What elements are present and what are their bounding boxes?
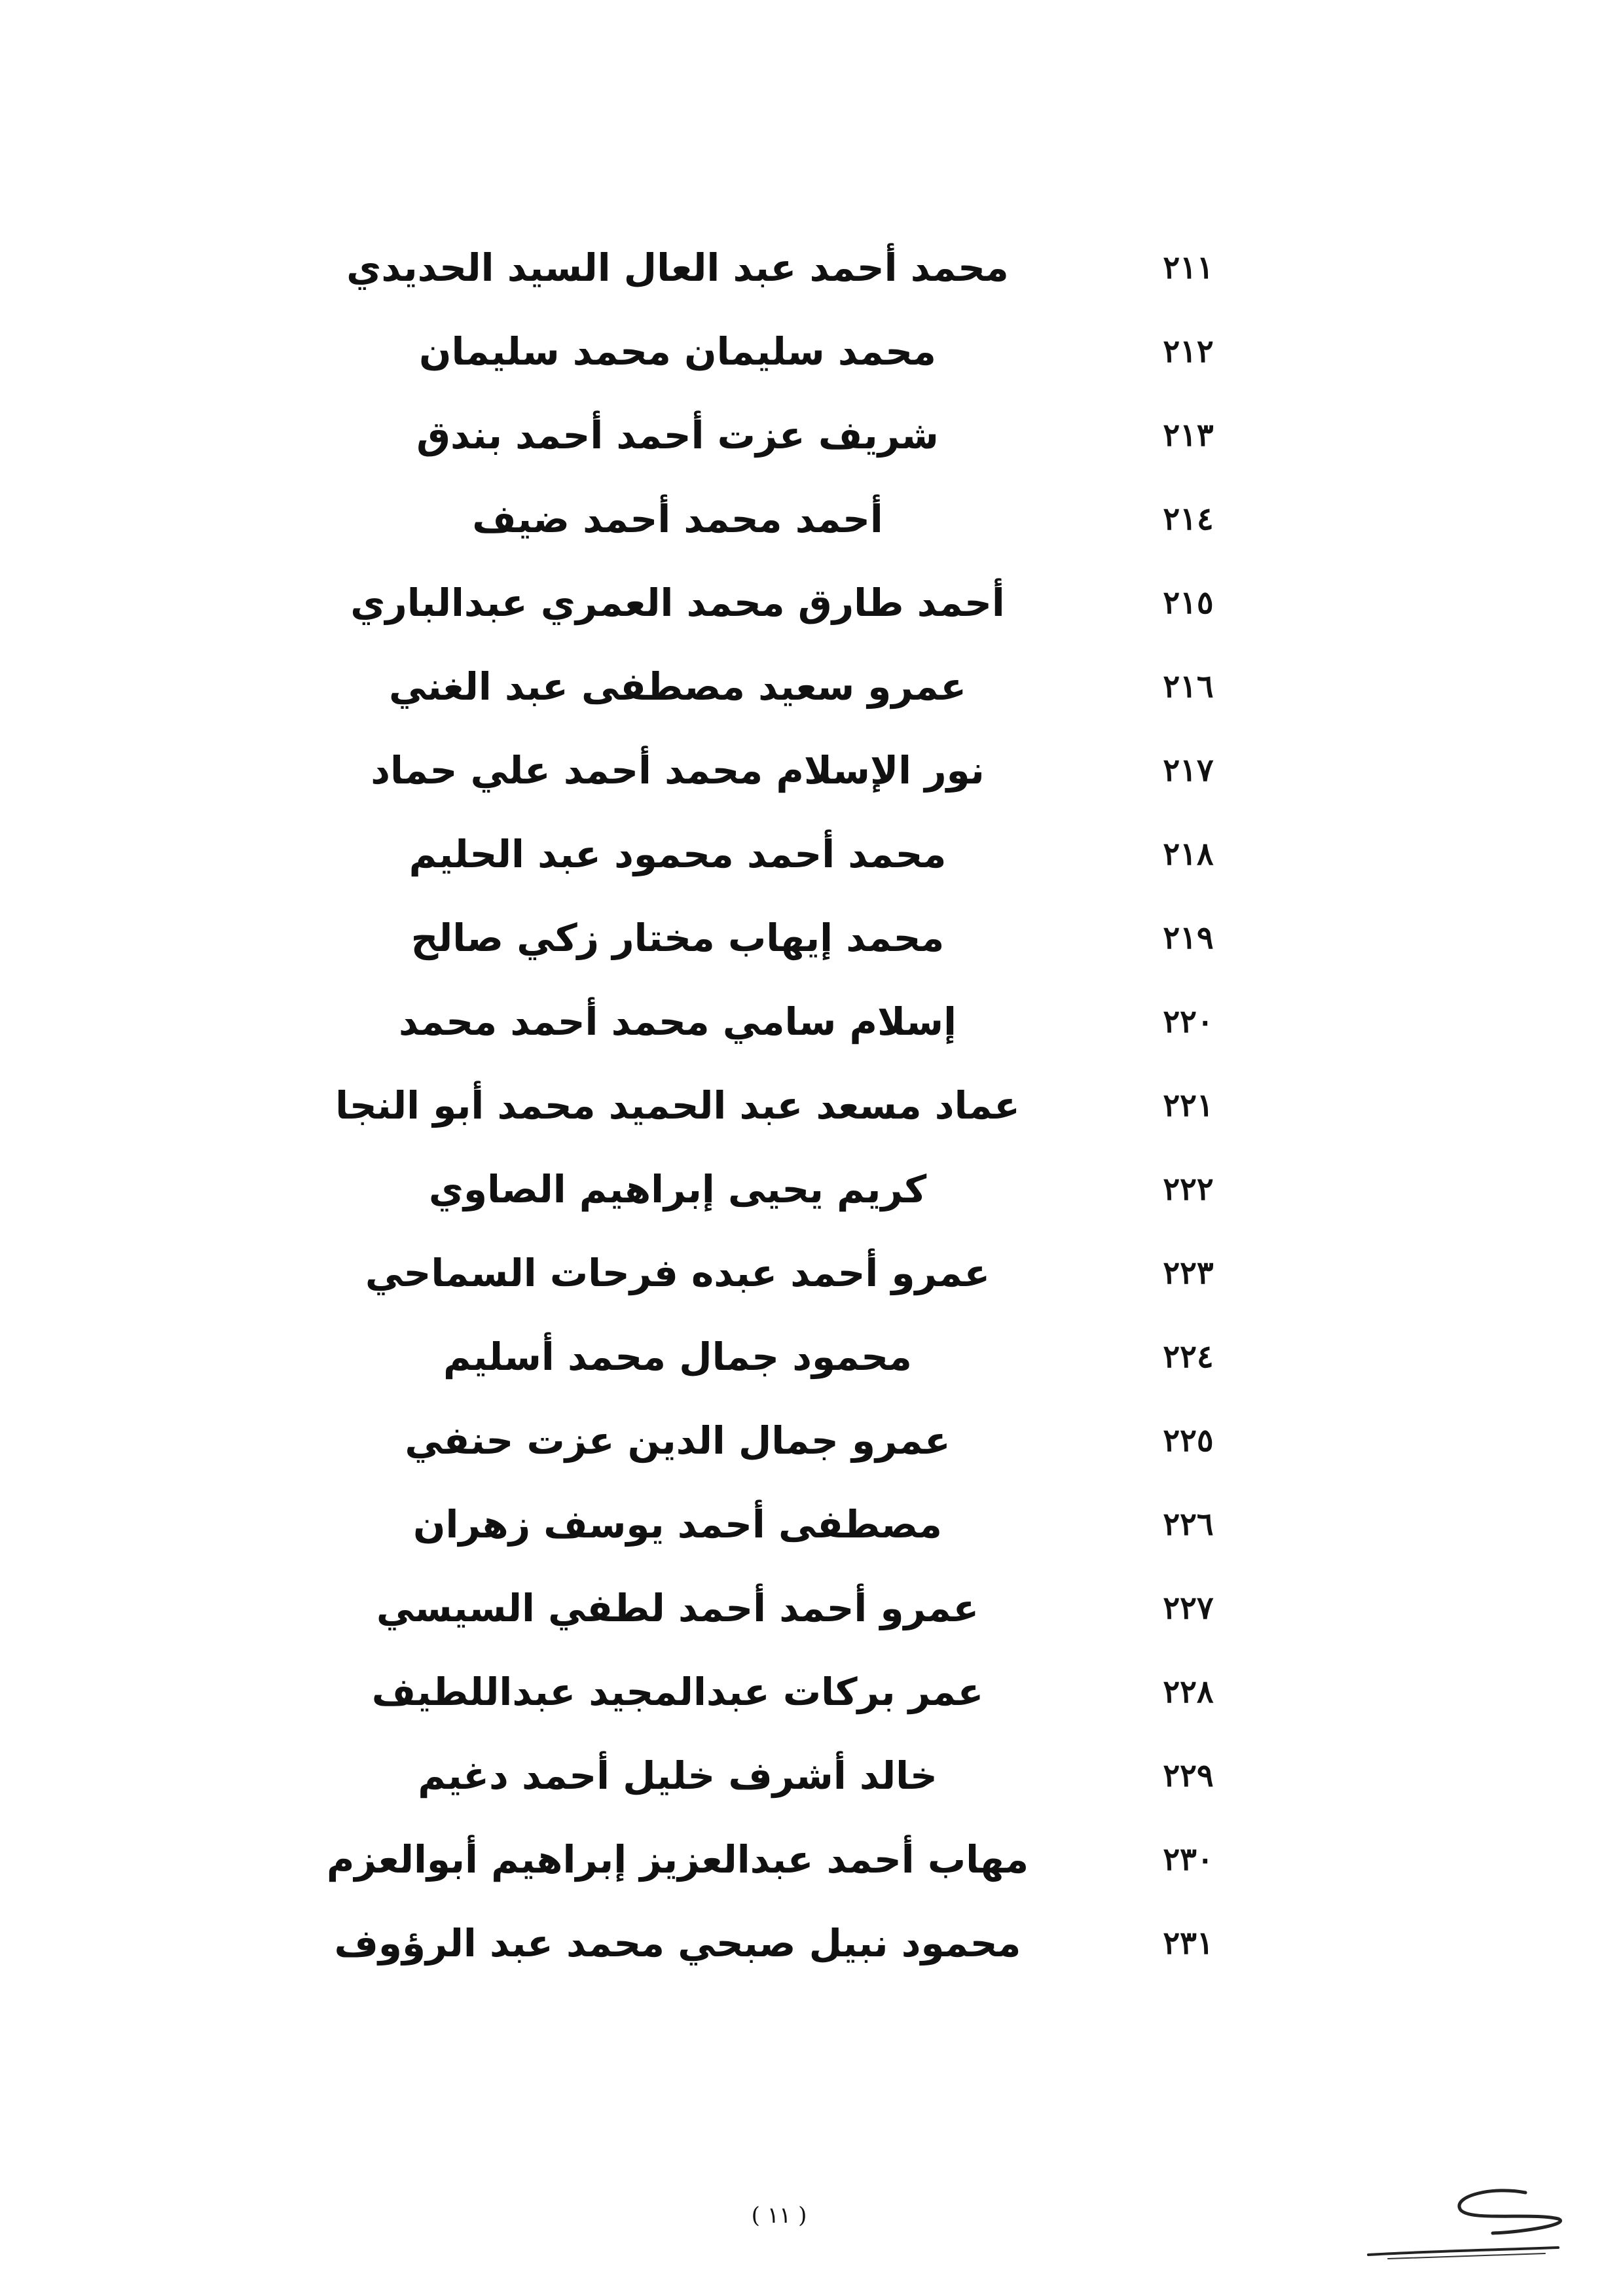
- list-item: [0, 980, 1623, 1064]
- list-item: [0, 1650, 1623, 1734]
- entry-name: عمرو أحمد أحمد لطفي السيسي: [376, 1586, 979, 1630]
- entry-name: مهاب أحمد عبدالعزيز إبراهيم أبوالعزم: [326, 1837, 1029, 1882]
- page-number: ( ١١ ): [751, 2202, 807, 2229]
- list-item: [0, 1315, 1623, 1399]
- list-item: [0, 1231, 1623, 1315]
- entry-name: أحمد طارق محمد العمري عبدالباري: [350, 581, 1005, 625]
- entry-name: أحمد محمد أحمد ضيف: [472, 497, 883, 541]
- entry-name: محمد سليمان محمد سليمان: [419, 329, 936, 374]
- list-item: [0, 728, 1623, 812]
- entry-name: محمود جمال محمد أسليم: [443, 1335, 912, 1379]
- entry-number: ٢٢١: [1163, 1087, 1214, 1124]
- list-item: [0, 1901, 1623, 1985]
- signature-icon: [1362, 2173, 1571, 2271]
- entry-name: عماد مسعد عبد الحميد محمد أبو النجا: [335, 1083, 1020, 1128]
- entry-name: محمد أحمد عبد العال السيد الحديدي: [346, 245, 1009, 290]
- entry-number: ٢١٣: [1163, 417, 1214, 454]
- list-item: [0, 561, 1623, 645]
- entry-name: إسلام سامي محمد أحمد محمد: [399, 999, 957, 1044]
- entry-number: ٢٢٩: [1163, 1757, 1214, 1794]
- list-item: [0, 645, 1623, 728]
- entry-number: ٢١٧: [1163, 752, 1214, 789]
- entry-name: مصطفى أحمد يوسف زهران: [413, 1502, 942, 1547]
- entry-name: محمد أحمد محمود عبد الحليم: [409, 832, 947, 876]
- entry-number: ٢١٤: [1163, 501, 1214, 537]
- entry-number: ٢٢٢: [1163, 1171, 1214, 1208]
- list-item: [0, 310, 1623, 393]
- entry-name: كريم يحيى إبراهيم الصاوي: [428, 1167, 927, 1211]
- entry-number: ٢١٢: [1163, 333, 1214, 370]
- list-item: [0, 896, 1623, 980]
- entry-number: ٢١٦: [1163, 668, 1214, 705]
- entry-number: ٢١٨: [1163, 836, 1214, 872]
- entry-number: ٢١٩: [1163, 920, 1214, 956]
- list-item: [0, 1566, 1623, 1650]
- entry-number: ٢٣٠: [1163, 1841, 1214, 1878]
- list-item: [0, 1147, 1623, 1231]
- entry-name: نور الإسلام محمد أحمد علي حماد: [371, 748, 985, 793]
- entry-number: ٢١٥: [1163, 584, 1214, 621]
- list-item: [0, 1482, 1623, 1566]
- list-item: [0, 1064, 1623, 1147]
- entry-name: شريف عزت أحمد أحمد بندق: [416, 413, 939, 457]
- entry-number: ٢٢٤: [1163, 1338, 1214, 1375]
- entry-name: عمرو جمال الدين عزت حنفي: [405, 1418, 951, 1463]
- entry-name: محمود نبيل صبحي محمد عبد الرؤوف: [334, 1921, 1021, 1965]
- entry-name: محمد إيهاب مختار زكي صالح: [410, 916, 945, 960]
- entry-name: عمرو سعيد مصطفى عبد الغني: [389, 664, 966, 709]
- entry-number: ٢٢٠: [1163, 1003, 1214, 1040]
- entry-name: خالد أشرف خليل أحمد دغيم: [418, 1753, 938, 1798]
- entry-number: ٢١١: [1163, 249, 1214, 286]
- entry-number: ٢٣١: [1163, 1925, 1214, 1962]
- list-item: [0, 1818, 1623, 1901]
- entry-number: ٢٢٦: [1163, 1506, 1214, 1543]
- list-item: [0, 393, 1623, 477]
- entry-name: عمرو أحمد عبده فرحات السماحي: [365, 1251, 991, 1295]
- entry-number: ٢٢٣: [1163, 1255, 1214, 1291]
- entry-name: عمر بركات عبدالمجيد عبداللطيف: [371, 1670, 984, 1714]
- list-item: [0, 1399, 1623, 1482]
- list-item: [0, 812, 1623, 896]
- entry-number: ٢٢٧: [1163, 1590, 1214, 1626]
- entry-number: ٢٢٨: [1163, 1674, 1214, 1710]
- list-item: [0, 477, 1623, 561]
- list-item: [0, 226, 1623, 310]
- list-item: [0, 1734, 1623, 1818]
- entry-number: ٢٢٥: [1163, 1422, 1214, 1459]
